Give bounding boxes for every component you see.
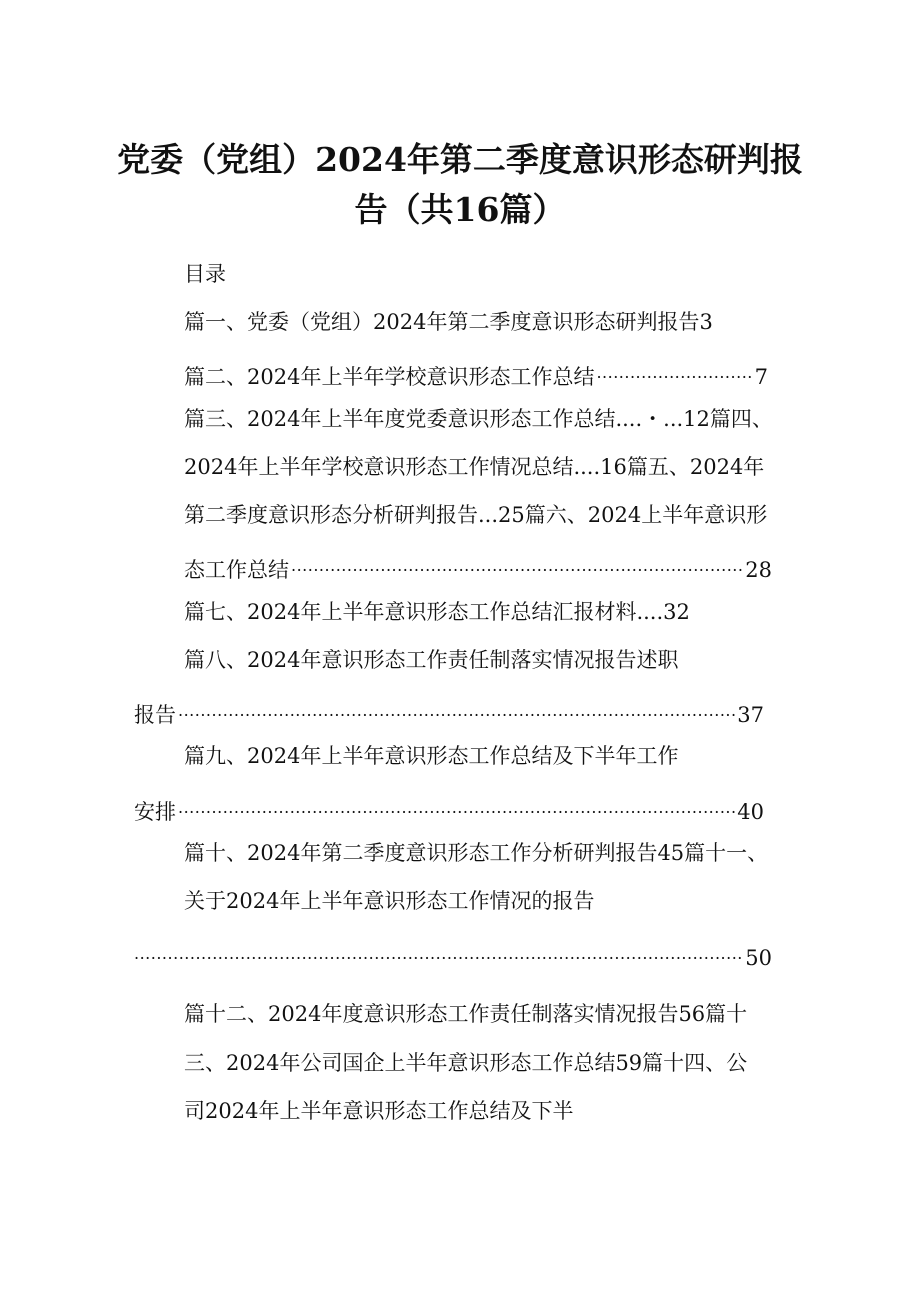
toc-entry-2-page: 7 bbox=[754, 365, 768, 389]
toc-entry-8-page: 37 bbox=[737, 703, 764, 727]
toc-entry-11[interactable]: 关于2024年上半年意识形态工作情况的报告 bbox=[184, 889, 595, 913]
toc-entry-9[interactable]: 篇九、2024年上半年意识形态工作总结及下半年工作 bbox=[184, 744, 679, 768]
toc-entry-14[interactable]: 司2024年上半年意识形态工作总结及下半 bbox=[184, 1099, 574, 1123]
toc-entry-2[interactable] bbox=[184, 356, 768, 389]
toc-entry-6-text: 态工作总结 bbox=[184, 558, 289, 582]
toc-entry-7[interactable]: 篇七、2024年上半年意识形态工作总结汇报材料....32 bbox=[184, 600, 690, 624]
toc-heading: 目录 bbox=[184, 262, 226, 286]
toc-entry-3[interactable]: 篇三、2024年上半年度党委意识形态工作总结....・...12篇四、 bbox=[184, 407, 773, 431]
toc-entry-6-page: 28 bbox=[745, 558, 772, 582]
toc-entry-1[interactable]: 篇一、党委（党组）2024年第二季度意识形态研判报告3 bbox=[184, 310, 713, 334]
toc-entry-12[interactable]: 篇十二、2024年度意识形态工作责任制落实情况报告56篇十 bbox=[184, 1002, 748, 1026]
toc-entry-10[interactable]: 篇十、2024年第二季度意识形态工作分析研判报告45篇十一、 bbox=[184, 841, 769, 865]
toc-entry-9-cont[interactable] bbox=[134, 791, 764, 824]
toc-entry-11-cont[interactable] bbox=[134, 937, 772, 970]
toc-entry-13[interactable]: 三、2024年公司国企上半年意识形态工作总结59篇十四、公 bbox=[184, 1051, 748, 1075]
toc-entry-6[interactable] bbox=[184, 549, 772, 582]
document-title-line-1: 党委（党组）2024年第二季度意识形态研判报 bbox=[117, 140, 803, 179]
document-title-line-2: 告（共16篇） bbox=[354, 190, 566, 229]
toc-leader-dots bbox=[178, 791, 735, 819]
toc-leader-dots bbox=[178, 694, 735, 722]
toc-entry-8[interactable]: 篇八、2024年意识形态工作责任制落实情况报告述职 bbox=[184, 648, 679, 672]
toc-entry-11-page: 50 bbox=[745, 946, 772, 970]
toc-leader-dots bbox=[134, 937, 743, 965]
toc-entry-5[interactable]: 第二季度意识形态分析研判报告...25篇六、2024上半年意识形 bbox=[184, 503, 768, 527]
toc-entry-9-page: 40 bbox=[737, 800, 764, 824]
toc-entry-4[interactable]: 2024年上半年学校意识形态工作情况总结....16篇五、2024年 bbox=[184, 455, 765, 479]
toc-entry-9-cont-text: 安排 bbox=[134, 800, 176, 824]
toc-leader-dots bbox=[291, 549, 743, 577]
toc-leader-dots bbox=[596, 356, 752, 384]
toc-entry-8-cont[interactable] bbox=[134, 694, 764, 727]
toc-entry-2-text: 篇二、2024年上半年学校意识形态工作总结 bbox=[184, 365, 595, 389]
toc-entry-8-cont-text: 报告 bbox=[134, 703, 176, 727]
